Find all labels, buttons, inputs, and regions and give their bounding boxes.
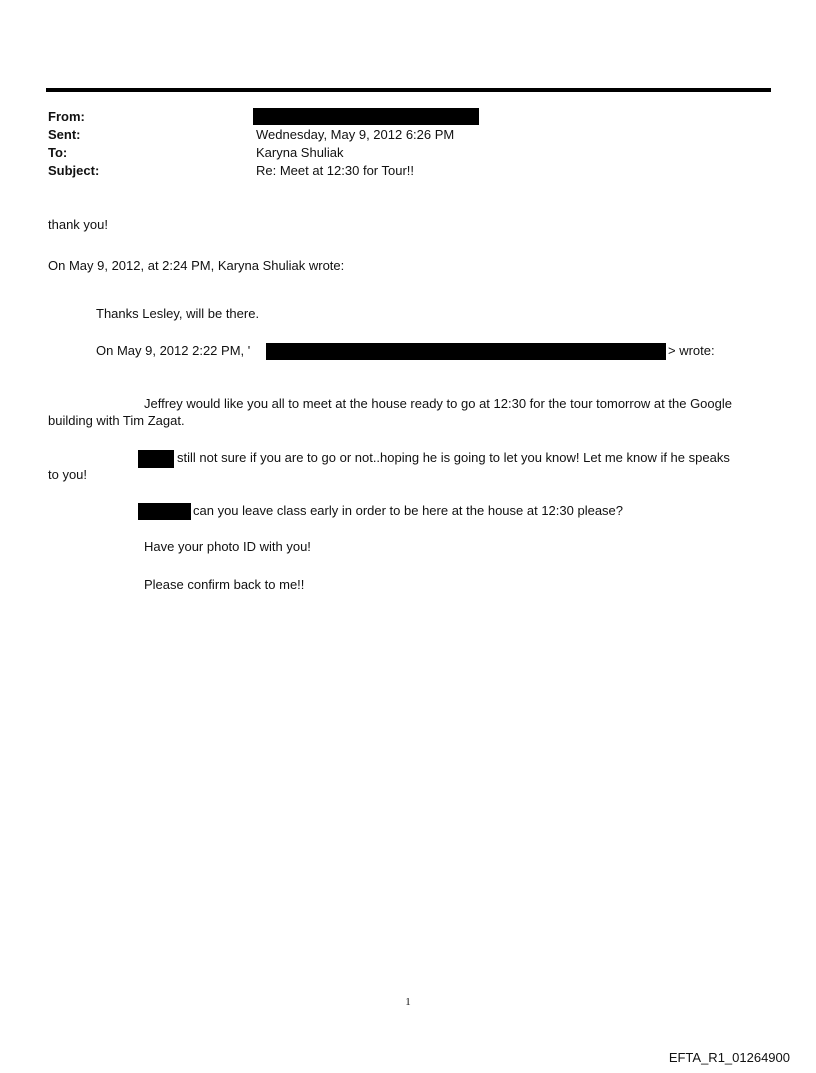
quote2-attribution-start: On May 9, 2012 2:22 PM, ' <box>96 343 251 358</box>
header-rule <box>46 88 771 92</box>
para1-line2: building with Tim Zagat. <box>48 413 185 428</box>
to-value: Karyna Shuliak <box>256 145 344 160</box>
subject-label: Subject: <box>48 163 100 178</box>
reply-text: thank you! <box>48 217 108 232</box>
to-label: To: <box>48 145 68 160</box>
subject-value: Re: Meet at 12:30 for Tour!! <box>256 163 415 178</box>
para5: Please confirm back to me!! <box>144 577 305 592</box>
redacted-name-1 <box>138 450 174 468</box>
redacted-from-value <box>253 108 479 125</box>
para1-line1: Jeffrey would like you all to meet at the house ready to go at 12:30 for the tour tomorrow at the Google <box>144 396 732 411</box>
quote2-attribution-end: > wrote: <box>668 343 715 358</box>
sent-value: Wednesday, May 9, 2012 6:26 PM <box>256 127 455 142</box>
para2-line1: still not sure if you are to go or not..hoping he is going to let you know! Let me know if he speaks <box>177 450 730 465</box>
para2-line2: to you! <box>48 467 88 482</box>
para4: Have your photo ID with you! <box>144 539 311 554</box>
page-number: 1 <box>405 996 411 1008</box>
quote1-text: Thanks Lesley, will be there. <box>96 306 260 321</box>
quote1-attribution: On May 9, 2012, at 2:24 PM, Karyna Shuliak wrote: <box>48 258 345 273</box>
from-label: From: <box>48 109 85 124</box>
bates-id: EFTA_R1_01264900 <box>668 1050 790 1065</box>
redacted-name-2 <box>138 503 191 520</box>
para3: can you leave class early in order to be here at the house at 12:30 please? <box>193 503 624 518</box>
redacted-sender-email <box>266 343 666 360</box>
sent-label: Sent: <box>48 127 81 142</box>
